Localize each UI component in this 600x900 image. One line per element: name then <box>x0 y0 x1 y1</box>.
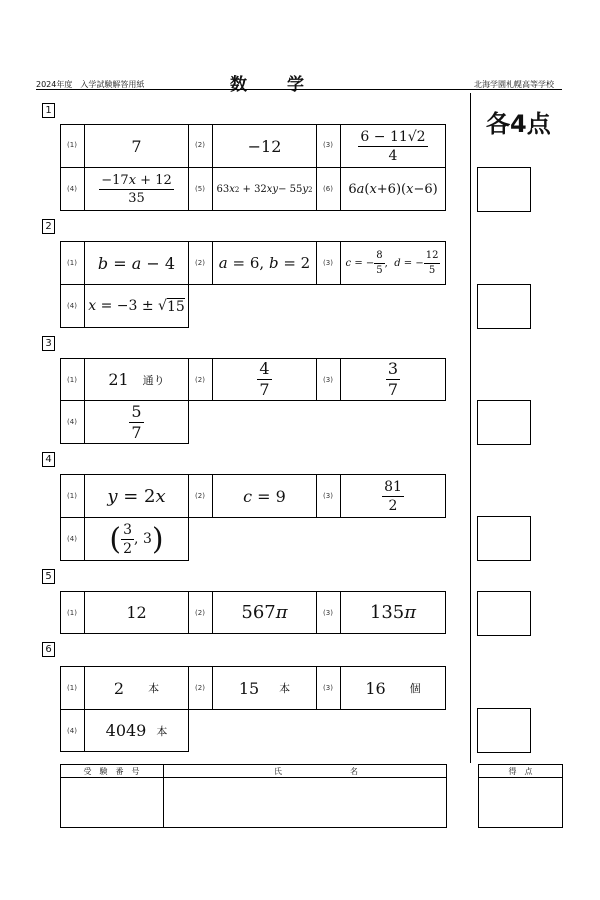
answer-4-1: y = 2 x <box>107 485 166 507</box>
answer-2-3: c = − $\frac{8}{5}$ , d = − $\frac{12}{5}$ <box>345 249 439 276</box>
sub-label-1: (1) <box>67 376 77 384</box>
answer-1-2: −12 <box>247 136 282 156</box>
sub-label-2: (2) <box>195 684 205 692</box>
sub-label-2: (2) <box>195 141 205 149</box>
answer-6-2: 15 本 <box>238 678 291 698</box>
name-label-left: 氏 <box>274 767 282 776</box>
answer-5-2: 567 π <box>241 602 288 623</box>
q1-divider <box>188 124 189 211</box>
exam-number-field[interactable] <box>61 778 162 827</box>
score-box-1[interactable] <box>477 167 531 212</box>
unit-tori: 通り <box>142 373 165 387</box>
sub-label-4: (4) <box>67 727 77 735</box>
answer-3-2: $\frac{4}{7}$ <box>259 359 270 399</box>
sub-label-3: (3) <box>323 492 333 500</box>
answer-6-4: 4049 本 <box>105 721 168 740</box>
unit-ko: 個 <box>409 682 421 695</box>
sub-label-1: (1) <box>67 141 77 149</box>
sub-label-3: (3) <box>323 376 333 384</box>
answer-1-1: 7 <box>131 136 142 156</box>
sub-label-3: (3) <box>323 259 333 267</box>
answer-1-3: $\frac{6 - 11√2}{4}$ <box>360 128 426 164</box>
name-field[interactable] <box>164 778 446 827</box>
points-label: 各4点 <box>486 110 551 138</box>
exam-number-label: 受 験 番 号 <box>83 767 140 776</box>
score-box-3[interactable] <box>477 400 531 445</box>
sub-label-2: (2) <box>195 376 205 384</box>
header-rule <box>36 89 562 90</box>
answer-3-4: $\frac{5}{7}$ <box>131 401 142 442</box>
answer-5-3: 135 π <box>369 602 417 623</box>
answer-6-3: 16 個 <box>365 678 421 698</box>
unit-hon: 本 <box>156 724 168 738</box>
answer-1-5: 63 x 2 + 32 xy − 55 y 2 <box>216 184 313 195</box>
sub-label-1: (1) <box>67 492 77 500</box>
total-score-label: 得 点 <box>508 767 533 776</box>
sub-label-6: (6) <box>323 185 333 193</box>
sub-label-1: (1) <box>67 259 77 267</box>
answer-1-4: $\frac{-17x + 12}{35}$ <box>101 173 172 206</box>
sub-label-4: (4) <box>67 185 77 193</box>
question-number-6: 6 <box>42 642 55 657</box>
answer-2-1: b = a − 4 <box>97 253 176 273</box>
sub-label-5: (5) <box>195 185 205 193</box>
name-label-right: 名 <box>350 767 358 776</box>
score-box-2[interactable] <box>477 284 531 329</box>
answer-2-2: a = 6, b = 2 <box>218 254 311 272</box>
score-column-divider <box>470 93 471 763</box>
sub-label-3: (3) <box>323 609 333 617</box>
q1-divider <box>316 124 317 211</box>
answer-3-1: 21 通り <box>108 370 165 389</box>
score-box-5[interactable] <box>477 591 531 636</box>
sub-label-4: (4) <box>67 535 77 543</box>
question-number-3: 3 <box>42 336 55 351</box>
school-name: 北海学園札幌高等学校 <box>474 80 554 89</box>
answer-4-3: $\frac{81}{2}$ <box>384 478 402 514</box>
sub-label-2: (2) <box>195 609 205 617</box>
sub-label-1: (1) <box>67 609 77 617</box>
answer-4-2: c = 9 <box>243 486 286 506</box>
sub-label-2: (2) <box>195 259 205 267</box>
unit-hon: 本 <box>148 682 160 695</box>
score-box-4[interactable] <box>477 516 531 561</box>
answer-3-3: $\frac{3}{7}$ <box>387 359 399 399</box>
question-number-2: 2 <box>42 219 55 234</box>
answer-5-1: 12 <box>126 603 147 622</box>
sub-label-1: (1) <box>67 684 77 692</box>
sub-label-3: (3) <box>323 684 333 692</box>
answer-1-6: 6 a ( x +6)( x −6) <box>348 182 438 197</box>
page-title: 数学 <box>230 75 344 95</box>
question-number-5: 5 <box>42 569 55 584</box>
header-year: 2024年度 入学試験解答用紙 <box>36 80 145 89</box>
sub-label-4: (4) <box>67 302 77 310</box>
total-score-field[interactable] <box>479 778 562 827</box>
sub-label-3: (3) <box>323 141 333 149</box>
answer-2-4: x = −3 ± √ 15 <box>88 298 185 315</box>
answer-4-4: ( $\frac{3}{2}$ , 3 ) <box>109 521 164 557</box>
score-box-6[interactable] <box>477 708 531 753</box>
unit-hon: 本 <box>279 682 291 695</box>
question-number-1: 1 <box>42 103 55 118</box>
question-number-4: 4 <box>42 452 55 467</box>
sub-label-2: (2) <box>195 492 205 500</box>
sub-label-4: (4) <box>67 418 77 426</box>
answer-6-1: 2 本 <box>113 678 160 698</box>
